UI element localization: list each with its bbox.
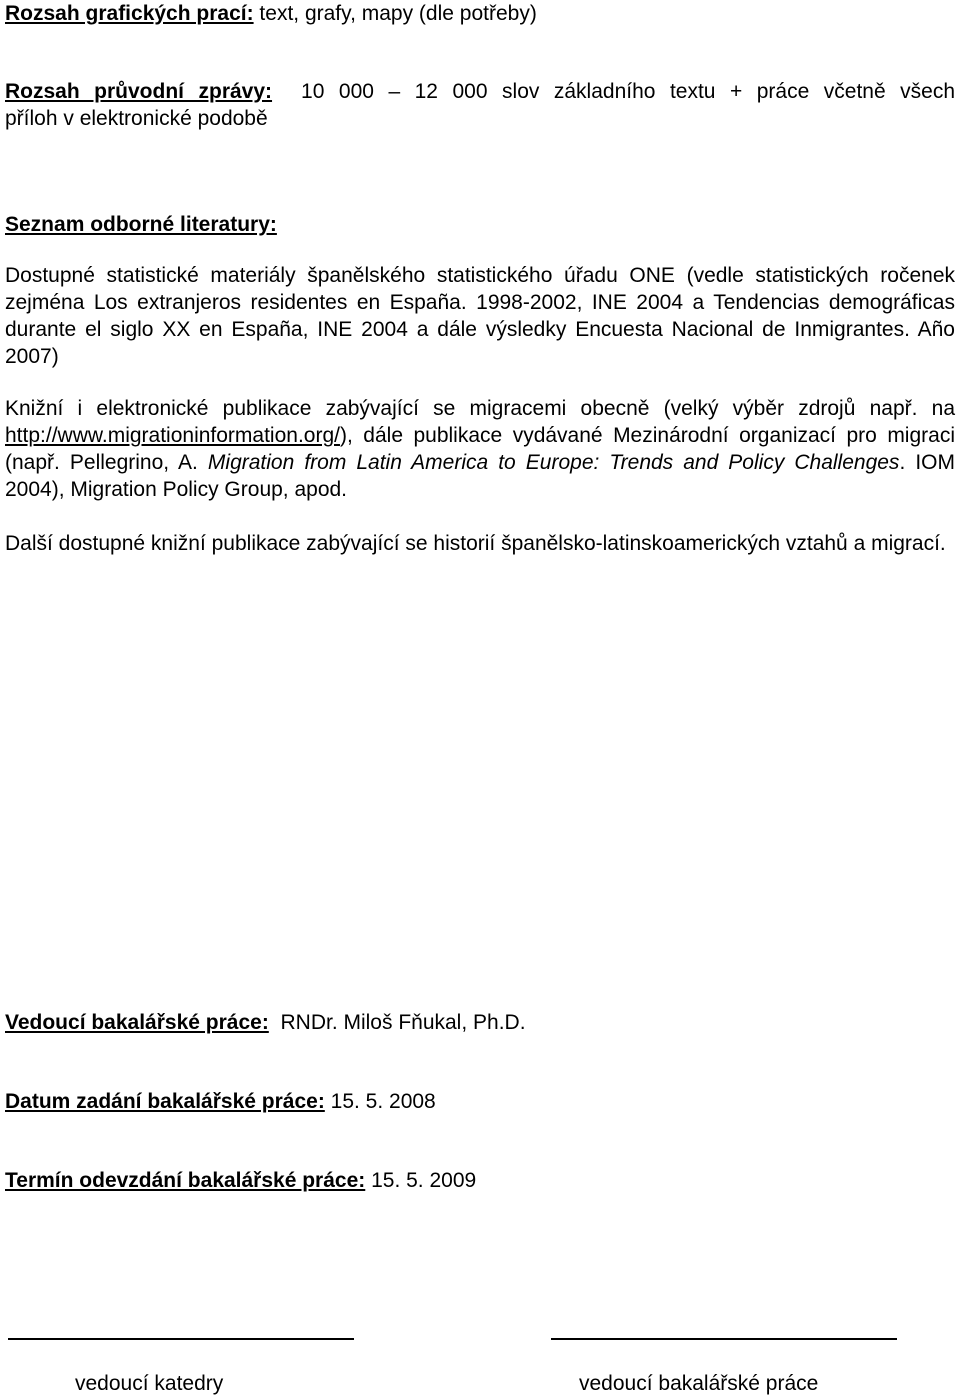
literature-paragraph-1: Dostupné statistické materiály španělského statistického úřadu ONE (vedle statistických ročenek zejména Los extranjeros residentes en España. 1998-2002, INE 2004 a Tendencias demográficas durante el siglo XX en España, INE 2004 a dále výsledky Encuesta Nacional de Inmigrantes. Año 2007) — [5, 264, 955, 368]
report-scope-value-1: 10 000 – 12 000 slov základního textu + práce včetně všech — [272, 80, 956, 103]
signature-label-left: vedoucí katedry — [75, 1372, 224, 1395]
signature-line-left — [8, 1338, 354, 1340]
signature-line-right — [551, 1338, 897, 1340]
submission-date-label: Termín odevzdání bakalářské práce: — [5, 1169, 366, 1192]
report-scope-line2: příloh v elektronické podobě — [5, 107, 268, 130]
report-scope — [5, 78, 955, 132]
graphics-scope-label: Rozsah grafických prací: — [5, 2, 254, 25]
assignment-date — [5, 1088, 955, 1115]
supervisor-value: RNDr. Miloš Fňukal, Ph.D. — [268, 1011, 526, 1034]
assignment-date-value: 15. 5. 2008 — [324, 1090, 436, 1113]
literature-p2-text-2: ), dále publikace vydávané Mezinárodní organizací pro migraci (např. Pellegrino, A. — [5, 424, 955, 474]
supervisor-label: Vedoucí bakalářské práce: — [5, 1011, 269, 1034]
literature-p2-text-1: Knižní i elektronické publikace zabývající se migracemi obecně (velký výběr zdrojů např. na — [5, 397, 955, 420]
report-scope-label: Rozsah průvodní zprávy: — [5, 80, 273, 103]
graphics-scope — [5, 0, 955, 27]
literature-p2-book-title: Migration from Latin America to Europe: Trends and Policy Challenges — [207, 451, 900, 474]
report-scope-line1 — [5, 78, 955, 105]
supervisor — [5, 1009, 955, 1036]
graphics-scope-value: text, grafy, mapy (dle potřeby) — [253, 2, 537, 25]
literature-p2-text-3: . IOM 2004), Migration Policy Group, apod. — [5, 451, 955, 501]
submission-date-value: 15. 5. 2009 — [365, 1169, 477, 1192]
literature-paragraph-2 — [5, 395, 955, 503]
signature-label-right: vedoucí bakalářské práce — [579, 1372, 819, 1395]
literature-heading: Seznam odborné literatury: — [5, 213, 277, 236]
migration-information-link[interactable]: http://www.migrationinformation.org/ — [5, 424, 340, 447]
submission-date — [5, 1167, 955, 1194]
assignment-date-label: Datum zadání bakalářské práce: — [5, 1090, 325, 1113]
literature-paragraph-3: Další dostupné knižní publikace zabývající se historií španělsko-latinskoamerických vztahů a migrací. — [5, 532, 946, 555]
